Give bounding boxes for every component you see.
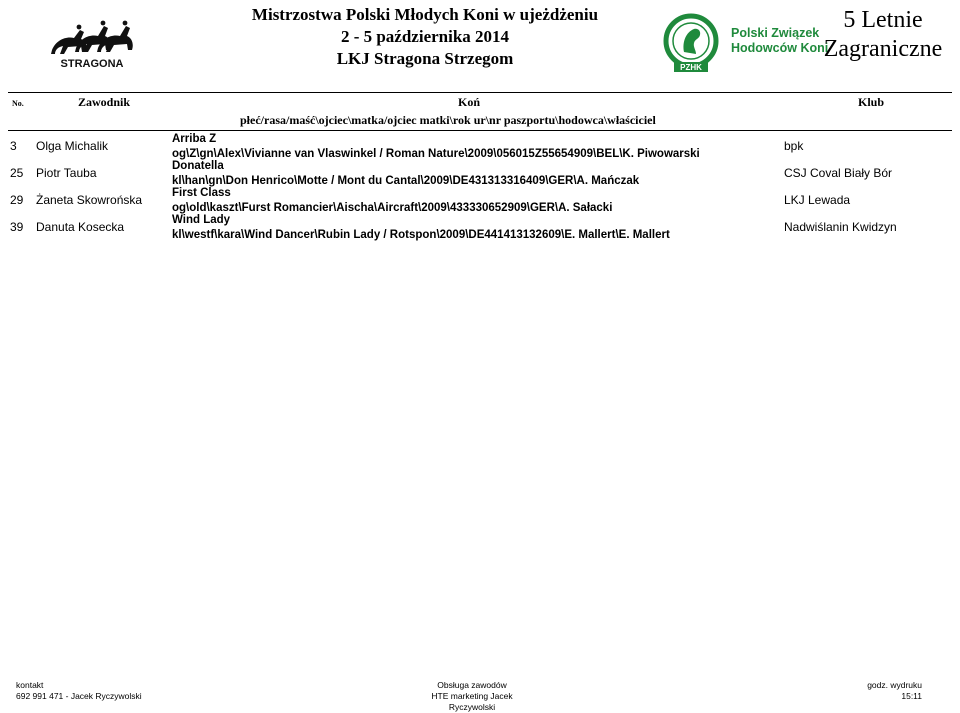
age-category <box>816 6 950 64</box>
horse-details: og\old\kaszt\Furst Romancier\Aischa\Aircraft\2009\433330652909\GER\A. Sałacki <box>172 202 613 214</box>
event-date-line: 2 - 5 października 2014 <box>340 27 510 46</box>
footer-print-time-label: godz. wydruku <box>867 680 922 690</box>
start-number: 29 <box>10 193 24 207</box>
age-category-line: 5 Letnie <box>843 7 923 33</box>
footer-service <box>412 680 532 713</box>
footer-print-time-value: 15:11 <box>901 691 922 701</box>
footer-contact-value: 692 991 471 - Jacek Ryczywolski <box>16 691 142 701</box>
table-row <box>0 132 960 162</box>
footer-print-time <box>860 680 922 702</box>
pzhk-name-line: Polski Związek <box>731 26 820 40</box>
footer-service-value: HTE marketing Jacek Ryczywolski <box>431 691 513 712</box>
rider-name: Olga Michalik <box>36 139 109 153</box>
horse-details: kl\westf\kara\Wind Dancer\Rubin Lady / Rotspon\2009\DE441413132609\E. Mallert\E. Mallert <box>172 229 670 241</box>
event-title-line: Mistrzostwa Polski Młodych Koni w ujeżdżeniu <box>251 5 599 24</box>
horse-details: og\Z\gn\Alex\Vivianne van Vlaswinkel / Roman Nature\2009\056015Z55654909\BEL\K. Piwowarski <box>172 148 700 160</box>
event-title <box>230 4 620 70</box>
pzhk-name-line: Hodowców Koni <box>731 41 829 55</box>
pzhk-name <box>731 26 828 56</box>
table-row <box>0 213 960 243</box>
footer-contact <box>16 680 142 702</box>
horse-name: Wind Lady <box>172 214 231 226</box>
start-number: 3 <box>10 139 17 153</box>
footer-contact-label: kontakt <box>16 680 44 690</box>
club-name: bpk <box>784 139 804 153</box>
horse-details: kl\han\gn\Don Henrico\Motte / Mont du Cantal\2009\DE431313316409\GER\A. Mańczak <box>172 175 640 187</box>
rider-name: Danuta Kosecka <box>36 220 125 234</box>
club-name: CSJ Coval Biały Bór <box>784 166 893 180</box>
club-name: Nadwiślanin Kwidzyn <box>784 220 897 234</box>
table-row <box>0 186 960 216</box>
start-number: 25 <box>10 166 24 180</box>
column-header-divider <box>8 130 952 131</box>
column-header-rider: Zawodnik <box>78 95 131 109</box>
table-row <box>0 159 960 189</box>
start-number: 39 <box>10 220 24 234</box>
footer-service-label: Obsługa zawodów <box>437 680 507 690</box>
horse-name: First Class <box>172 187 231 199</box>
club-name: LKJ Lewada <box>784 193 851 207</box>
column-header-no: No. <box>12 99 24 108</box>
svg-text:PZHK: PZHK <box>680 63 702 72</box>
stragona-logo <box>46 14 138 70</box>
column-header-horse-detail: płeć/rasa/maść\ojciec\matka/ojciec matki\rok ur\nr paszportu\hodowca\właściciel <box>240 113 656 127</box>
svg-text:STRAGONA: STRAGONA <box>60 58 124 70</box>
event-venue-line: LKJ Stragona Strzegom <box>336 49 514 68</box>
header-divider <box>8 92 952 93</box>
horse-name: Arriba Z <box>172 133 217 145</box>
pzhk-logo <box>660 12 722 74</box>
horse-name: Donatella <box>172 160 224 172</box>
column-header-horse: Koń <box>458 95 481 109</box>
column-header-club: Klub <box>858 95 885 109</box>
rider-name: Żaneta Skowrońska <box>36 193 143 207</box>
rider-name: Piotr Tauba <box>36 166 97 180</box>
age-category-line: Zagraniczne <box>823 36 943 62</box>
